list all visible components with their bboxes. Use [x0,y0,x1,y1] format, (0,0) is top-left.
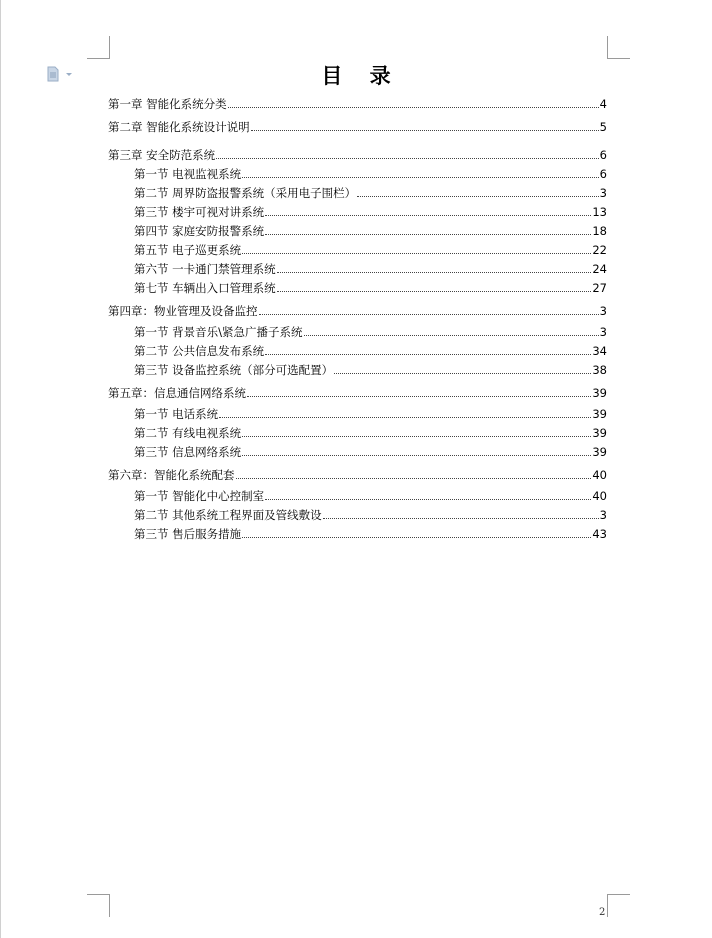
toc-leader-dots [265,498,591,500]
page-edge [0,0,1,938]
toc-entry-page: 18 [592,224,607,238]
toc-entry-page: 40 [592,468,607,482]
toc-leader-dots [228,106,599,108]
toc-entry-page: 3 [599,508,607,522]
toc-leader-dots [242,176,599,178]
toc-entry-label: 第五节 电子巡更系统 [134,243,242,257]
toc-leader-dots [277,290,592,292]
toc-entry-label: 第一节 智能化中心控制室 [134,489,265,503]
crop-mark-top-left [87,36,110,59]
toc-entry-page: 38 [592,363,607,377]
toc-entry[interactable] [134,258,607,276]
crop-mark-bottom-left [87,894,110,917]
toc-leader-dots [251,129,599,131]
toc-entry-page: 3 [599,186,607,200]
toc-leader-dots [334,372,591,374]
toc-entry[interactable] [134,523,607,541]
toc-entry-label: 第一节 电话系统 [134,407,219,421]
toc-entry[interactable] [108,382,607,400]
toc-leader-dots [242,454,591,456]
toc-entry-page: 27 [592,281,607,295]
toc-entry-label: 第二章 智能化系统设计说明 [108,120,250,134]
toc-entry[interactable] [134,182,607,200]
crop-mark-bottom-right [607,894,630,917]
toc-leader-dots [236,477,592,479]
toc-leader-dots [265,353,591,355]
toc-entry-label: 第三章 安全防范系统 [108,148,216,162]
toc-leader-dots [265,214,591,216]
toc-leader-dots [357,195,599,197]
toc-entry[interactable] [108,116,607,134]
toc-entry-page: 13 [592,205,607,219]
toc-entry-label: 第四章：物业管理及设备监控 [108,304,258,318]
toc-entry-label: 第六章：智能化系统配套 [108,468,235,482]
toc-entry-label: 第一节 电视监视系统 [134,167,242,181]
toc-leader-dots [323,517,599,519]
toc-leader-dots [304,334,599,336]
toc-leader-dots [242,252,591,254]
toc-entry[interactable] [134,201,607,219]
toc-entry-label: 第三节 设备监控系统（部分可选配置） [134,363,334,377]
toc-entry-label: 第一章 智能化系统分类 [108,97,227,111]
toc-entry-page: 4 [599,97,607,111]
toc-title: 目 录 [321,64,401,88]
toc-entry-page: 22 [592,243,607,257]
toc-entry[interactable] [134,277,607,295]
toc-leader-dots [265,233,591,235]
toc-entry[interactable] [134,340,607,358]
toc-entry-page: 39 [592,445,607,459]
toc-leader-dots [259,313,599,315]
toc-entry[interactable] [108,300,607,318]
toc-entry[interactable] [134,504,607,522]
toc-entry-page: 39 [592,407,607,421]
toc-entry[interactable] [134,403,607,421]
toc-entry-label: 第二节 其他系统工程界面及管线敷设 [134,508,322,522]
toc-entry[interactable] [134,485,607,503]
toc-leader-dots [219,416,591,418]
toc-entry-page: 3 [599,304,607,318]
toc-leader-dots [242,435,591,437]
toc-entry-page: 6 [599,167,607,181]
toc-entry-page: 40 [592,489,607,503]
toc-leader-dots [277,271,592,273]
toc-entry[interactable] [108,93,607,111]
toc-entry-label: 第三节 信息网络系统 [134,445,242,459]
toc-leader-dots [216,157,599,159]
toc-entry-label: 第二节 有线电视系统 [134,426,242,440]
toc-entry-label: 第一节 背景音乐\紧急广播子系统 [134,325,303,339]
toc-entry-label: 第七节 车辆出入口管理系统 [134,281,276,295]
toc-entry[interactable] [134,422,607,440]
toc-entry-label: 第三节 售后服务措施 [134,527,242,541]
toc-entry[interactable] [134,220,607,238]
toc-entry-page: 34 [592,344,607,358]
crop-mark-top-right [607,36,630,59]
toc-entry[interactable] [134,359,607,377]
toc-entry-page: 24 [592,262,607,276]
toc-entry-page: 43 [592,527,607,541]
toc-entry[interactable] [134,239,607,257]
toc-leader-dots [242,536,591,538]
page-number: 2 [599,907,606,918]
toc-entry-page: 5 [599,120,607,134]
toc-entry-label: 第五章：信息通信网络系统 [108,386,246,400]
toc-entry[interactable] [108,464,607,482]
toc-entry-page: 6 [599,148,607,162]
toc-entry-label: 第二节 周界防盗报警系统（采用电子围栏） [134,186,357,200]
toc-entry-label: 第六节 一卡通门禁管理系统 [134,262,276,276]
toc-entry-label: 第二节 公共信息发布系统 [134,344,265,358]
toc-entry-page: 39 [592,386,607,400]
toc-entry-page: 39 [592,426,607,440]
toc-leader-dots [247,395,591,397]
toc-entry-label: 第四节 家庭安防报警系统 [134,224,265,238]
toc-entry-page: 3 [599,325,607,339]
toc-entry[interactable] [134,441,607,459]
toc-entry[interactable] [134,163,607,181]
toc-entry-label: 第三节 楼宇可视对讲系统 [134,205,265,219]
toc-entry[interactable] [134,321,607,339]
toc-entry[interactable] [108,144,607,162]
